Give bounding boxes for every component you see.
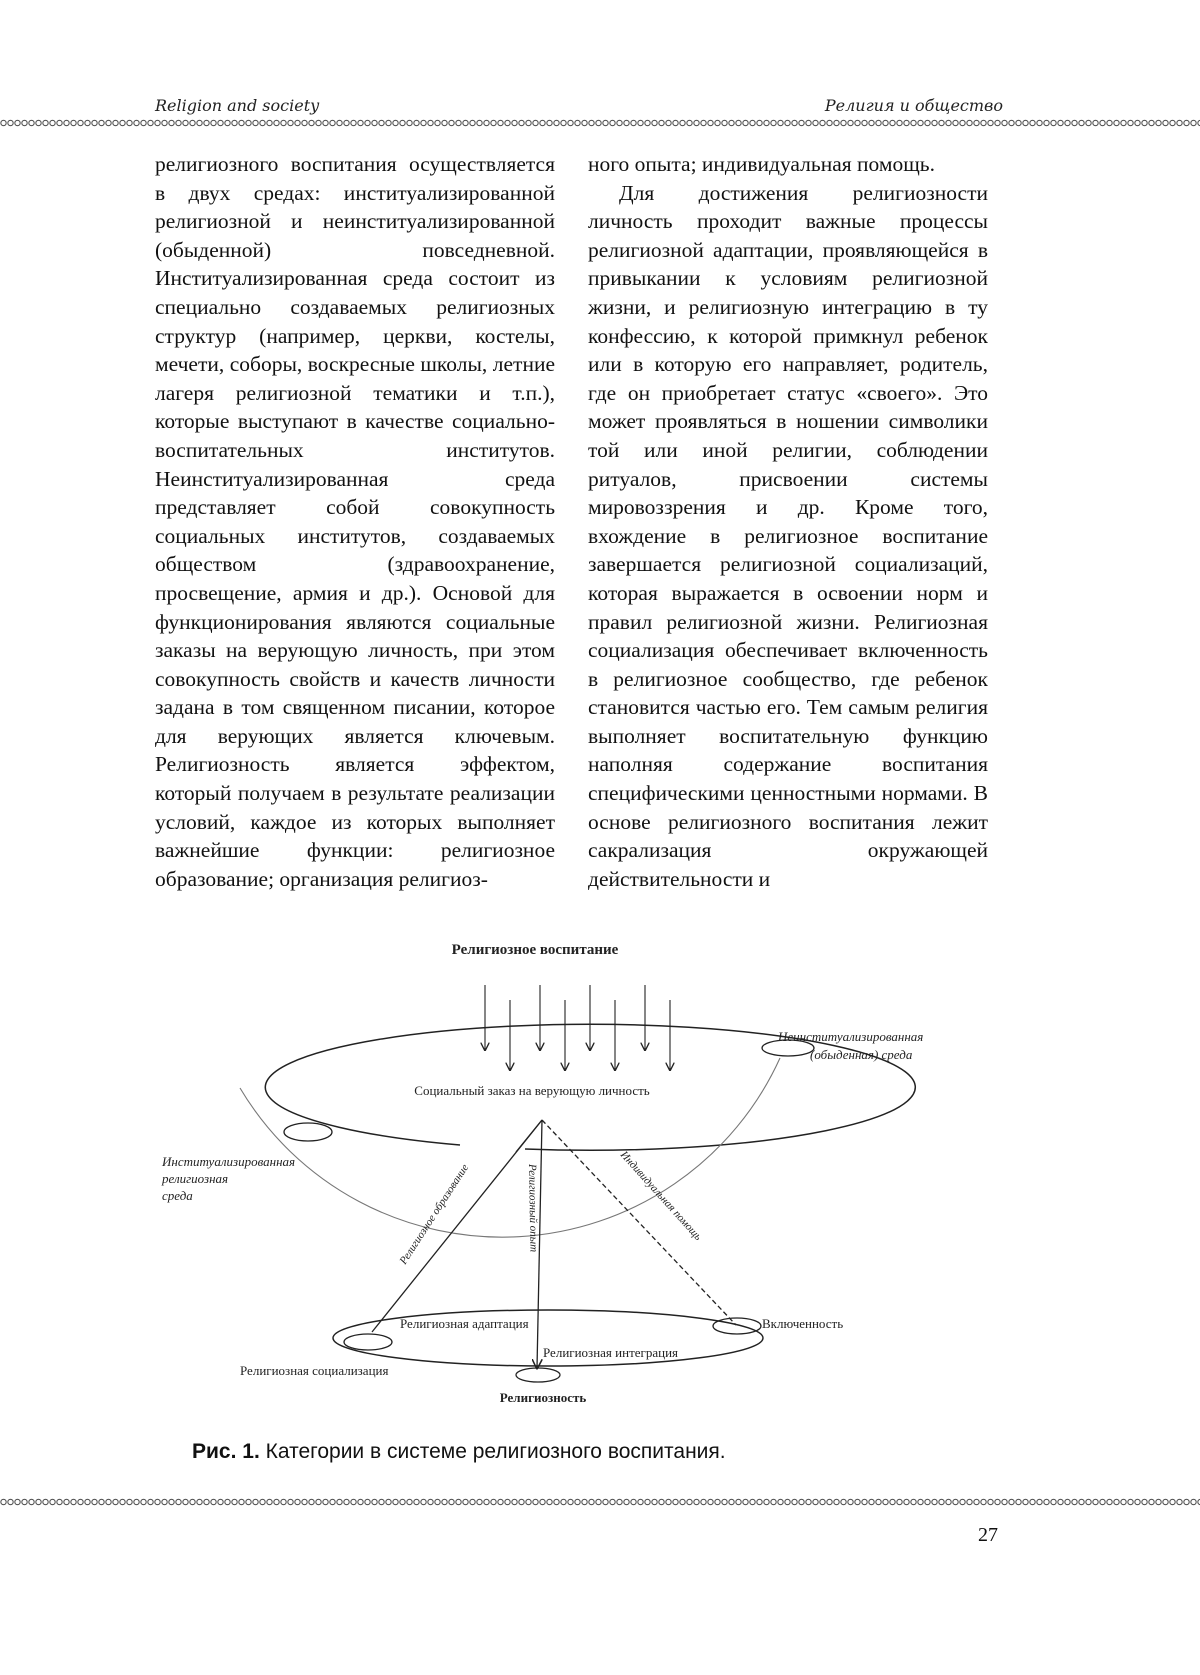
input-arrows — [485, 985, 670, 1070]
inclusion-label: Включенность — [762, 1316, 844, 1331]
diagram-title: Религиозное воспитание — [451, 942, 619, 958]
help-label: Индивидуальная помощь — [617, 1148, 705, 1243]
figure-caption — [192, 1440, 726, 1464]
text-column-left — [155, 150, 555, 893]
caption-text: Категории в системе религиозного воспитания. — [265, 1440, 726, 1463]
religiosity-label: Религиозность — [499, 1390, 587, 1405]
non-institutional-label-2: (обыденная) среда — [810, 1047, 913, 1062]
social-order-label: Социальный заказ на верующую личность — [414, 1083, 650, 1098]
header-ornament-rule — [0, 118, 1200, 128]
paragraph: религиозного воспитания осуществляется в двух средах: институализированной религиозной и неинституализированной (обыденной) повседневной. Институализированная среда состоит из специально создаваемых религиозных структур (например, церкви, костелы, мечети, соборы, воскресные школы, летние лагеря религиозной тематики и т.п.), которые выступают в качестве социально-воспитательных институтов. Неинституализированная среда представляет собой совокупность социальных институтов, создаваемых обществом (здравоохранение, просвещение, армия и др.). Основой для функционирования являются социальные заказы на верующую личность, при этом совокупность свойств и качеств личности задана в том священном писании, которое для верующих является ключевым. Религиозность является эффектом, который получаем в результате реализации условий, каждое из которых выполняет важнейшие функции: религиозное образование; организация религиоз- — [155, 152, 555, 891]
page-number: 27 — [978, 1524, 998, 1546]
religious-education-diagram — [160, 930, 1010, 1430]
caption-label: Рис. 1. — [192, 1440, 260, 1463]
edu-label: Религиозное образование — [397, 1162, 472, 1267]
integration-label: Религиозная интеграция — [543, 1345, 679, 1360]
paragraph: ного опыта; индивидуальная помощь. — [588, 152, 935, 176]
institutional-label-1: Институализированная — [162, 1154, 296, 1169]
running-head-right: Религия и общество — [824, 96, 1003, 115]
socialization-label: Религиозная социализация — [240, 1363, 389, 1378]
religiosity-marker — [516, 1368, 560, 1382]
socialization-marker — [344, 1334, 392, 1350]
text-column-right — [588, 150, 988, 893]
non-institutional-label-1: Неинституализированная — [778, 1029, 924, 1044]
institutional-label-3: среда — [162, 1188, 193, 1203]
running-head-left: Religion and society — [155, 96, 320, 115]
footer-ornament-rule — [0, 1497, 1200, 1507]
institutional-label-2: религиозная — [162, 1171, 229, 1186]
help-line — [542, 1120, 736, 1325]
edu-stub — [516, 1120, 542, 1152]
inclusion-marker — [713, 1318, 761, 1334]
institutional-marker — [284, 1123, 332, 1141]
adaptation-label: Религиозная адаптация — [400, 1316, 529, 1331]
paragraph: Для достижения религиозности личность проходит важные процессы религиозной адаптации, проявляющейся в привыкании к условиям религиозной жизни, и религиозную интеграцию в ту конфессию, к которой примкнул ребенок или в которую его направляет, родитель, где он приобретает статус «своего». Это может проявляться в ношении символики той или иной религии, соблюдении ритуалов, присвоении системы мировоззрения и др. Кроме того, вхождение в религиозное воспитание завершается религиозной социализаций, которая выражается в освоении норм и правил религиозной жизни. Религиозная социализация обеспечивает включенность в религиозное сообщество, где ребенок становится частью его. Тем самым религия выполняет воспитательную функцию наполняя содержание воспитания специфическими ценностными нормами. В основе религиозного воспитания лежит сакрализация окружающей действительности и — [588, 180, 988, 891]
experience-label: Религиозный опыт — [526, 1163, 540, 1253]
